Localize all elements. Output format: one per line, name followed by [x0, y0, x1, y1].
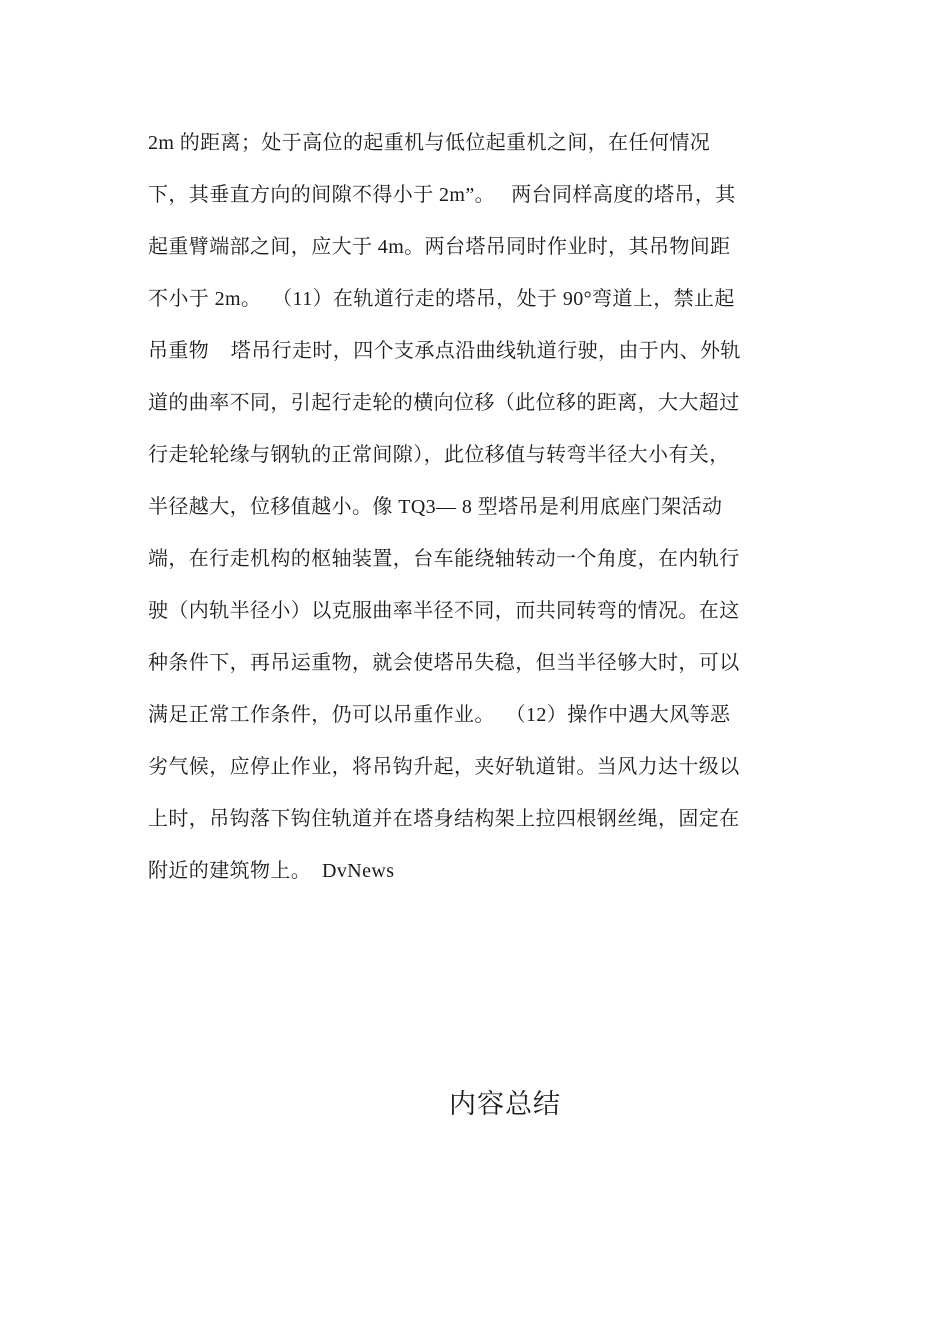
paragraph-line: 端，在行走机构的枢轴装置，台车能绕轴转动一个角度，在内轨行	[148, 548, 740, 570]
body-paragraph	[148, 117, 808, 897]
paragraph-line: 不小于 2m。 （11）在轨道行走的塔吊，处于 90°弯道上，禁止起	[148, 288, 735, 310]
paragraph-line: 行走轮轮缘与钢轨的正常间隙），此位移值与转弯半径大小有关，	[148, 444, 730, 466]
paragraph-line: 上时，吊钩落下钩住轨道并在塔身结构架上拉四根钢丝绳，固定在	[148, 808, 740, 830]
paragraph-line: 吊重物 塔吊行走时，四个支承点沿曲线轨道行驶，由于内、外轨	[148, 340, 741, 362]
paragraph-line: 半径越大，位移值越小。像 TQ3— 8 型塔吊是利用底座门架活动	[148, 496, 723, 518]
paragraph-line: 起重臂端部之间，应大于 4m。两台塔吊同时作业时，其吊物间距	[148, 236, 731, 258]
paragraph-line: 驶（内轨半径小）以克服曲率半径不同，而共同转弯的情况。在这	[148, 600, 740, 622]
paragraph-line: 下，其垂直方向的间隙不得小于 2m”。 两台同样高度的塔吊，其	[148, 184, 736, 206]
paragraph-line: 满足正常工作条件，仍可以吊重作业。 （12）操作中遇大风等恶	[148, 704, 731, 726]
section-heading: 内容总结	[449, 1089, 561, 1119]
paragraph-line: 道的曲率不同，引起行走轮的横向位移（此位移的距离，大大超过	[148, 392, 740, 414]
paragraph-line: 附近的建筑物上。 DvNews	[148, 860, 395, 882]
paragraph-line: 种条件下，再吊运重物，就会使塔吊失稳，但当半径够大时，可以	[148, 652, 740, 674]
paragraph-line: 2m 的距离；处于高位的起重机与低位起重机之间，在任何情况	[148, 132, 711, 154]
paragraph-line: 劣气候，应停止作业，将吊钩升起，夹好轨道钳。当风力达十级以	[148, 756, 740, 778]
